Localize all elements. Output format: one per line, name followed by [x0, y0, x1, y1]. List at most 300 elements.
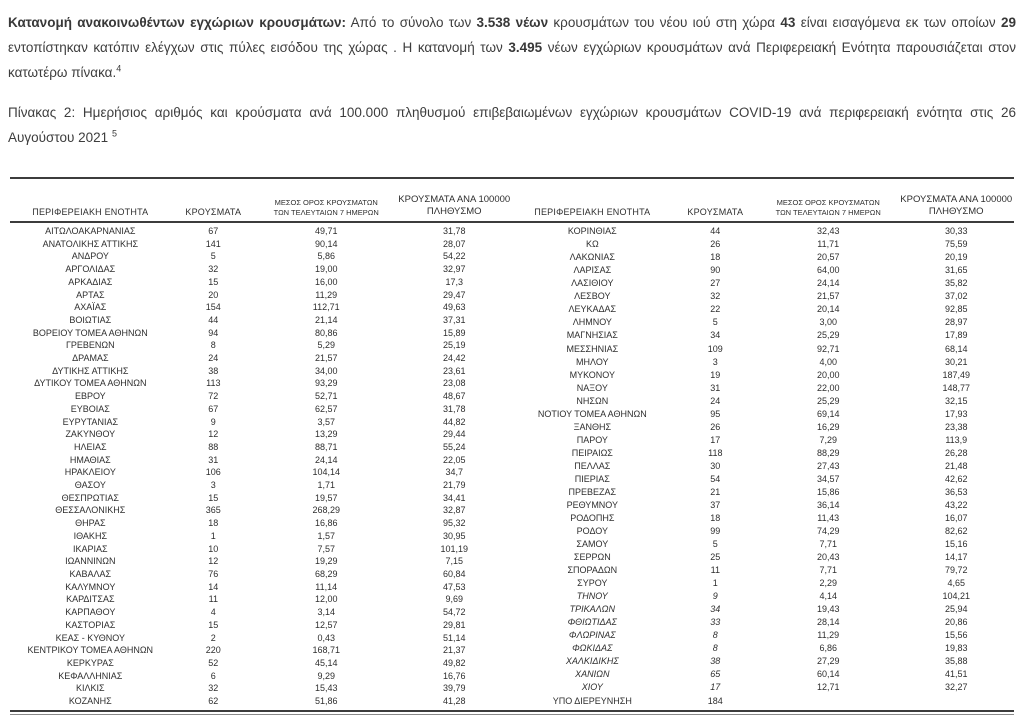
cell-per100k: 37,31	[442, 314, 466, 325]
table-row	[10, 289, 512, 302]
table-row	[512, 642, 1014, 655]
cell-cases: 184	[707, 695, 723, 706]
table-row	[10, 222, 512, 238]
cell-cases: 30	[710, 460, 721, 471]
table-row	[512, 694, 1014, 708]
header-row	[512, 179, 1014, 222]
cell-avg7: 4,00	[819, 356, 837, 367]
cell-name: ΥΠΟ ΔΙΕΡΕΥΝΗΣΗ	[552, 695, 632, 706]
cell-cases: 141	[205, 238, 221, 249]
table-row	[512, 290, 1014, 303]
table-row	[10, 619, 512, 632]
table-row	[512, 590, 1014, 603]
cell-avg7: 15,86	[816, 486, 840, 497]
cell-avg7: 7,57	[317, 543, 335, 554]
cell-avg7: 19,29	[314, 556, 338, 567]
cell-cases: 20	[208, 289, 219, 300]
cell-avg7: 25,29	[816, 330, 840, 341]
cell-cases: 67	[208, 403, 219, 414]
total-new-cases: 3.538 νέων	[476, 15, 549, 30]
cell-per100k: 25,19	[442, 340, 466, 351]
cell-cases: 67	[208, 226, 219, 236]
table-bottom-rule-thin	[10, 714, 1014, 715]
cell-per100k: 39,79	[442, 683, 466, 694]
table-row	[10, 327, 512, 340]
table-row	[10, 479, 512, 492]
cell-per100k: 75,59	[944, 239, 968, 250]
table-row	[512, 342, 1014, 355]
cell-per100k: 32,15	[944, 395, 968, 406]
cell-cases: 44	[208, 314, 219, 325]
cell-per100k: 17,3	[445, 276, 464, 287]
cell-avg7: 34,57	[816, 473, 840, 484]
cell-cases: 34	[710, 604, 721, 615]
table-row	[512, 629, 1014, 642]
cell-name: ΛΑΡΙΣΑΣ	[573, 265, 612, 276]
table-row	[10, 301, 512, 314]
intro-text: Από το σύνολο των	[346, 15, 477, 30]
cell-name: ΛΑΚΩΝΙΑΣ	[569, 252, 615, 263]
table-row	[10, 314, 512, 327]
cell-cases: 365	[205, 505, 221, 516]
cell-per100k: 21,48	[944, 460, 968, 471]
cell-name: ΑΡΚΑΔΙΑΣ	[68, 276, 113, 287]
cell-name: ΘΗΡΑΣ	[75, 518, 106, 529]
cell-avg7: 60,14	[816, 669, 840, 680]
table-row	[10, 441, 512, 454]
cell-name: ΠΙΕΡΙΑΣ	[574, 473, 610, 484]
table-row	[10, 695, 512, 708]
cell-name: ΔΡΑΜΑΣ	[72, 353, 109, 364]
cell-per100k: 17,93	[944, 408, 968, 419]
cell-name: ΡΟΔΟΠΗΣ	[570, 512, 615, 523]
cell-per100k: 37,02	[944, 291, 968, 302]
cell-avg7: 28,14	[816, 617, 840, 628]
table-row	[10, 263, 512, 276]
cell-name: ΘΕΣΣΑΛΟΝΙΚΗΣ	[55, 505, 126, 516]
col-header-avg7-line1: ΜΕΣΟΣ ΟΡΟΣ ΚΡΟΥΣΜΑΤΩΝ	[776, 198, 880, 207]
cell-cases: 12	[208, 429, 219, 440]
cell-avg7: 16,00	[314, 276, 338, 287]
cell-per100k: 36,53	[944, 486, 968, 497]
cell-cases: 9	[210, 416, 216, 427]
cell-cases: 106	[205, 467, 221, 478]
cell-name: ΞΑΝΘΗΣ	[573, 421, 612, 432]
cell-avg7: 5,86	[317, 251, 335, 262]
cell-cases: 1	[210, 530, 216, 541]
table-row	[10, 416, 512, 429]
cell-cases: 37	[710, 499, 721, 510]
cell-avg7: 20,14	[816, 304, 840, 315]
cell-per100k: 104,21	[942, 591, 971, 602]
cell-name: ΤΗΝΟΥ	[576, 591, 608, 602]
cell-cases: 18	[208, 518, 219, 529]
table-row	[10, 543, 512, 556]
table-row	[10, 657, 512, 670]
table-row	[10, 492, 512, 505]
col-header-avg7	[758, 179, 899, 222]
col-header-per100k	[397, 179, 513, 222]
cell-avg7: 45,14	[314, 657, 338, 668]
table-row	[10, 250, 512, 263]
cell-name: ΣΑΜΟΥ	[576, 538, 609, 549]
cell-avg7: 13,29	[314, 429, 338, 440]
table-row	[512, 277, 1014, 290]
table-row	[10, 568, 512, 581]
col-header-cases: ΚΡΟΥΣΜΑΤΑ	[673, 179, 758, 222]
cell-per100k: 187,49	[942, 369, 971, 380]
intro-text: εντοπίστηκαν κατόπιν ελέγχων στις πύλες εισόδου της χώρας . Η κατανομή των	[8, 40, 509, 55]
table-row	[512, 368, 1014, 381]
cell-cases: 3	[712, 356, 718, 367]
cell-per100k: 101,19	[440, 543, 469, 554]
table-row	[10, 454, 512, 467]
cell-avg7: 88,29	[816, 447, 840, 458]
cell-avg7: 6,86	[819, 643, 837, 654]
table-row	[512, 421, 1014, 434]
cell-name: ΧΙΟΥ	[581, 682, 603, 693]
cell-name: ΚΙΛΚΙΣ	[76, 683, 105, 694]
cell-avg7: 88,71	[314, 441, 338, 452]
cell-cases: 19	[710, 369, 721, 380]
cell-cases: 18	[710, 512, 721, 523]
cell-per100k: 7,15	[445, 556, 464, 567]
col-header-avg7-line1: ΜΕΣΟΣ ΟΡΟΣ ΚΡΟΥΣΜΑΤΩΝ	[274, 198, 378, 207]
cell-cases: 4	[210, 607, 216, 618]
cell-name: ΜΑΓΝΗΣΙΑΣ	[566, 330, 618, 341]
table-row	[512, 447, 1014, 460]
table-row	[512, 681, 1014, 694]
cell-per100k: 21,37	[442, 645, 466, 656]
cell-per100k: 48,67	[442, 391, 466, 402]
cell-name: ΑΝΔΡΟΥ	[71, 251, 109, 262]
cell-per100k: 16,07	[944, 512, 968, 523]
caption-text: Πίνακας 2: Ημερήσιος αριθμός και κρούσματα ανά 100.000 πληθυσμού επιβεβαιωμένων εγχώριων κρουσμάτων COVID-19 ανά περιφερειακή ενότητα στις 26 Αυγούστου 2021	[8, 105, 1016, 145]
col-header-per100k-line1: ΚΡΟΥΣΜΑΤΑ ΑΝΑ 100000	[900, 194, 1013, 205]
table-row	[10, 517, 512, 530]
cell-avg7: 2,29	[819, 578, 837, 589]
domestic-new-cases: 3.495	[508, 40, 543, 55]
cell-avg7: 51,86	[314, 696, 338, 707]
cell-avg7: 68,29	[314, 568, 338, 579]
cell-cases: 38	[710, 656, 721, 667]
table-left-body	[10, 222, 512, 708]
table-row	[10, 581, 512, 594]
table-row	[10, 403, 512, 416]
cell-per100k: 95,32	[442, 518, 466, 529]
cell-avg7: 64,00	[816, 265, 840, 276]
cell-per100k: 35,88	[944, 656, 968, 667]
cell-name: ΒΟΡΕΙΟΥ ΤΟΜΕΑ ΑΘΗΝΩΝ	[32, 327, 148, 338]
table-row	[512, 381, 1014, 394]
cell-name: ΚΑΣΤΟΡΙΑΣ	[65, 619, 116, 630]
cell-per100k: 32,87	[442, 505, 466, 516]
cell-cases: 15	[208, 276, 219, 287]
cell-per100k: 21,79	[442, 480, 466, 491]
table-right-body	[512, 222, 1014, 708]
cell-per100k: 55,24	[442, 441, 466, 452]
table-panels	[10, 179, 1014, 708]
cell-per100k: 20,86	[944, 617, 968, 628]
cell-name: ΦΘΙΩΤΙΔΑΣ	[567, 617, 617, 628]
table-row	[10, 593, 512, 606]
cell-cases: 9	[712, 591, 718, 602]
cell-per100k: 41,28	[442, 696, 466, 707]
cell-per100k: 23,38	[944, 421, 968, 432]
cell-avg7: 7,71	[819, 565, 837, 576]
cell-avg7: 21,14	[314, 314, 338, 325]
table-row	[512, 264, 1014, 277]
cell-cases: 26	[710, 239, 721, 250]
cell-per100k: 29,81	[442, 619, 466, 630]
cell-avg7: 19,43	[816, 604, 840, 615]
table-row	[512, 394, 1014, 407]
cell-per100k: 15,56	[944, 630, 968, 641]
table-row	[512, 486, 1014, 499]
cell-per100k: 34,41	[442, 492, 466, 503]
cell-name: ΠΡΕΒΕΖΑΣ	[568, 486, 617, 497]
cell-avg7: 7,71	[819, 538, 837, 549]
cell-per100k: 19,83	[944, 643, 968, 654]
cell-per100k: 15,16	[944, 538, 968, 549]
cell-name: ΖΑΚΥΝΘΟΥ	[65, 429, 116, 440]
cell-avg7: 49,71	[314, 226, 338, 236]
header-row	[10, 179, 512, 222]
cell-avg7: 0,43	[317, 632, 335, 643]
cell-name: ΑΙΤΩΛΟΑΚΑΡΝΑΝΙΑΣ	[45, 226, 136, 236]
cell-name: ΕΥΒΟΙΑΣ	[70, 403, 110, 414]
cell-avg7: 90,14	[314, 238, 338, 249]
cell-avg7: 1,71	[317, 480, 335, 491]
cell-avg7: 21,57	[816, 291, 840, 302]
cell-avg7: 11,43	[817, 512, 840, 523]
cell-per100k: 17,89	[944, 330, 968, 341]
cell-avg7: 12,71	[816, 682, 840, 693]
cell-name: ΔΥΤΙΚΟΥ ΤΟΜΕΑ ΑΘΗΝΩΝ	[34, 378, 147, 389]
cell-avg7: 92,71	[816, 343, 840, 354]
cell-cases: 8	[210, 340, 216, 351]
table-row	[512, 668, 1014, 681]
cell-per100k: 23,61	[442, 365, 466, 376]
table-row	[512, 238, 1014, 251]
cell-per100k: 16,76	[442, 670, 466, 681]
table-row	[10, 682, 512, 695]
cell-avg7: 20,43	[816, 552, 840, 563]
cell-cases: 22	[710, 304, 721, 315]
cell-cases: 72	[208, 391, 219, 402]
cell-name: ΠΑΡΟΥ	[576, 434, 608, 445]
table-bottom-rule	[10, 710, 1014, 712]
cell-per100k: 49,82	[442, 657, 466, 668]
intro-text: νέων εγχώριων κρουσμάτων ανά Περιφερειακή Ενότητα παρουσιάζεται στον κατωτέρω πίνακα.	[8, 40, 1016, 80]
footnote-ref-4: 4	[116, 63, 122, 74]
cell-cases: 31	[208, 454, 219, 465]
cell-name: ΣΠΟΡΑΔΩΝ	[567, 565, 618, 576]
cell-per100k: 31,78	[442, 226, 466, 236]
cell-per100k: 20,19	[944, 252, 968, 263]
cell-per100k: 47,53	[442, 581, 466, 592]
cell-per100k: 29,44	[442, 429, 466, 440]
cell-name: ΕΒΡΟΥ	[74, 391, 106, 402]
cell-name: ΤΡΙΚΑΛΩΝ	[569, 604, 615, 615]
cell-avg7: 69,14	[816, 408, 840, 419]
intro-lead-bold: Κατανομή ανακοινωθέντων εγχώριων κρουσμάτων:	[8, 15, 347, 30]
cell-per100k: 23,08	[442, 378, 466, 389]
cell-avg7	[758, 694, 899, 708]
table-row	[10, 606, 512, 619]
cell-name: ΘΑΣΟΥ	[74, 480, 106, 491]
table-left-panel	[10, 179, 512, 708]
cell-cases: 8	[712, 630, 718, 641]
cell-per100k: 29,47	[442, 289, 466, 300]
cell-per100k: 32,97	[442, 264, 466, 275]
cell-cases: 76	[208, 568, 219, 579]
cell-cases: 18	[710, 252, 721, 263]
table-row	[10, 276, 512, 289]
table-row	[512, 222, 1014, 238]
cell-per100k: 25,94	[944, 604, 968, 615]
col-header-avg7	[256, 179, 397, 222]
col-header-per100k-line2: ΠΛΗΘΥΣΜΟ	[928, 205, 984, 217]
table-row	[10, 377, 512, 390]
cell-name: ΒΟΙΩΤΙΑΣ	[69, 314, 112, 325]
cell-per100k: 44,82	[442, 416, 466, 427]
col-header-region: ΠΕΡΙΦΕΡΕΙΑΚΗ ΕΝΟΤΗΤΑ	[10, 179, 171, 222]
cell-cases: 12	[208, 556, 219, 567]
cell-cases: 25	[710, 552, 721, 563]
cell-name: ΙΩΑΝΝΙΝΩΝ	[65, 556, 116, 567]
cell-per100k: 92,85	[944, 304, 968, 315]
intro-text: κρουσμάτων του νέου ιού στη χώρα	[548, 15, 781, 30]
intro-text: είναι εισαγόμενα εκ των οποίων	[795, 15, 1001, 30]
cell-name: ΓΡΕΒΕΝΩΝ	[65, 340, 115, 351]
col-header-cases: ΚΡΟΥΣΜΑΤΑ	[171, 179, 256, 222]
cell-avg7: 268,29	[312, 505, 340, 516]
table-row	[10, 530, 512, 543]
cell-name: ΔΥΤΙΚΗΣ ΑΤΤΙΚΗΣ	[52, 365, 129, 376]
cell-cases: 44	[710, 226, 721, 237]
cell-avg7: 25,29	[816, 395, 840, 406]
cell-cases: 88	[208, 441, 219, 452]
cell-cases: 95	[710, 408, 721, 419]
cell-cases: 15	[208, 492, 219, 503]
cell-cases: 38	[208, 365, 219, 376]
table-row	[512, 460, 1014, 473]
cell-per100k: 51,14	[442, 632, 466, 643]
cell-avg7: 15,43	[314, 683, 338, 694]
cell-avg7: 19,00	[314, 264, 338, 275]
cases-table	[10, 177, 1014, 715]
table-row	[512, 499, 1014, 512]
cell-avg7: 12,00	[314, 594, 338, 605]
col-header-per100k-line1: ΚΡΟΥΣΜΑΤΑ ΑΝΑ 100000	[398, 194, 511, 205]
cell-cases: 31	[710, 382, 721, 393]
cell-avg7: 11,71	[817, 239, 840, 250]
table-row	[512, 251, 1014, 264]
cell-per100k: 60,84	[442, 568, 466, 579]
cell-name: ΗΜΑΘΙΑΣ	[69, 454, 111, 465]
table-row	[512, 525, 1014, 538]
cell-name: ΛΕΣΒΟΥ	[574, 291, 611, 302]
cell-avg7: 1,57	[317, 530, 335, 541]
cell-per100k: 113,9	[945, 434, 968, 445]
cell-name: ΣΥΡΟΥ	[577, 578, 608, 589]
cell-name: ΠΕΙΡΑΙΩΣ	[571, 447, 613, 458]
cell-cases: 14	[208, 581, 219, 592]
cell-cases: 220	[205, 645, 221, 656]
cell-name: ΝΗΣΩΝ	[576, 395, 609, 406]
cell-avg7: 80,86	[314, 327, 338, 338]
cell-name: ΣΕΡΡΩΝ	[573, 552, 611, 563]
cell-avg7: 24,14	[314, 454, 338, 465]
cell-avg7: 93,29	[314, 378, 338, 389]
cell-per100k: 9,69	[445, 594, 464, 605]
cell-cases: 34	[710, 330, 721, 341]
cell-name: ΗΛΕΙΑΣ	[74, 441, 107, 452]
table-row	[512, 616, 1014, 629]
cell-cases: 154	[205, 302, 221, 313]
cell-per100k: 54,72	[442, 607, 466, 618]
cell-per100k: 42,62	[944, 473, 968, 484]
cell-avg7: 22,00	[816, 382, 840, 393]
cell-name: ΚΑΛΥΜΝΟΥ	[65, 581, 116, 592]
cell-name: ΧΑΛΚΙΔΙΚΗΣ	[565, 656, 619, 667]
cell-cases: 2	[210, 632, 216, 643]
cell-avg7: 36,14	[816, 499, 840, 510]
cell-cases: 52	[208, 657, 219, 668]
cell-avg7: 21,57	[314, 353, 338, 364]
cell-per100k: 35,82	[944, 278, 968, 289]
cell-cases: 113	[206, 378, 221, 389]
cell-per100k: 26,28	[944, 447, 968, 458]
cell-avg7: 168,71	[312, 645, 340, 656]
cell-avg7: 3,14	[317, 607, 335, 618]
cell-name: ΑΧΑΪΑΣ	[74, 302, 107, 313]
cell-name: ΙΚΑΡΙΑΣ	[73, 543, 108, 554]
entry-gate-cases: 29	[1000, 15, 1016, 30]
cell-per100k: 28,07	[442, 238, 466, 249]
cell-name: ΝΟΤΙΟΥ ΤΟΜΕΑ ΑΘΗΝΩΝ	[537, 408, 647, 419]
cell-avg7: 12,57	[314, 619, 338, 630]
cell-per100k: 31,65	[944, 265, 968, 276]
cell-avg7: 62,57	[314, 403, 338, 414]
footnote-ref-5: 5	[111, 128, 117, 139]
cell-per100k: 82,62	[944, 525, 968, 536]
cell-cases: 32	[710, 291, 721, 302]
cell-avg7: 16,86	[314, 518, 338, 529]
table-row	[10, 504, 512, 517]
cell-name: ΜΥΚΟΝΟΥ	[569, 369, 616, 380]
cell-name: ΠΕΛΛΑΣ	[574, 460, 611, 471]
cell-avg7: 4,14	[819, 591, 837, 602]
cell-name: ΚΩ	[585, 239, 599, 250]
cell-avg7: 104,14	[312, 467, 340, 478]
col-header-avg7-line2: ΤΩΝ ΤΕΛΕΥΤΑΙΩΝ 7 ΗΜΕΡΩΝ	[273, 207, 379, 217]
cell-avg7: 20,57	[816, 252, 840, 263]
cell-per100k: 79,72	[944, 565, 968, 576]
cell-cases: 118	[708, 447, 723, 458]
cell-avg7: 11,14	[315, 581, 338, 592]
cell-name: ΚΕΑΣ - ΚΥΘΝΟΥ	[55, 632, 125, 643]
col-header-region: ΠΕΡΙΦΕΡΕΙΑΚΗ ΕΝΟΤΗΤΑ	[512, 179, 673, 222]
cell-name: ΚΑΡΔΙΤΣΑΣ	[66, 594, 115, 605]
table-row	[10, 390, 512, 403]
cell-per100k: 30,95	[442, 530, 466, 541]
table-row	[10, 238, 512, 251]
table-row	[512, 551, 1014, 564]
cell-name: ΑΡΓΟΛΙΔΑΣ	[65, 264, 116, 275]
cell-avg7: 20,00	[816, 369, 840, 380]
